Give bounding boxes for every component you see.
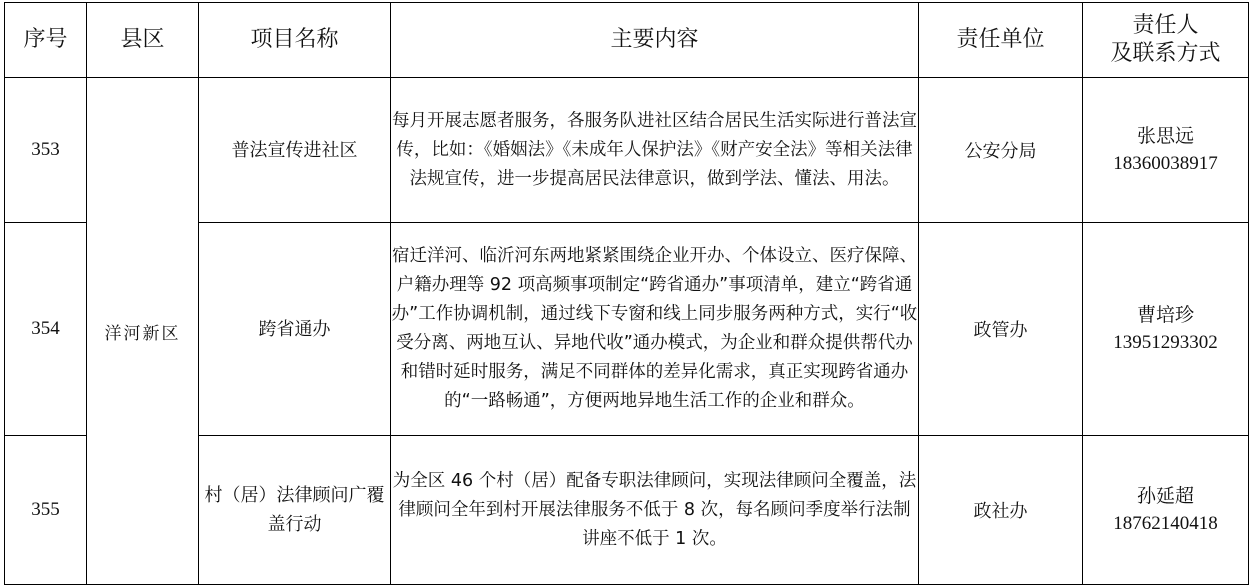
contact-person: 曹培珍 xyxy=(1136,304,1194,326)
row-project: 普法宣传进社区 xyxy=(199,78,391,223)
row-unit: 政社办 xyxy=(919,436,1083,585)
contact-phone: 18762140418 xyxy=(1113,513,1218,534)
contact-phone: 18360038917 xyxy=(1113,153,1218,174)
contact-person: 张思远 xyxy=(1136,125,1194,147)
row-project: 村（居）法律顾问广覆盖行动 xyxy=(199,436,391,585)
row-no: 355 xyxy=(5,436,87,585)
header-county: 县区 xyxy=(87,3,199,78)
row-no: 354 xyxy=(5,223,87,436)
header-content: 主要内容 xyxy=(391,3,919,78)
row-contact xyxy=(1083,436,1249,585)
header-contact-line2: 及联系方式 xyxy=(1110,41,1221,66)
row-project: 跨省通办 xyxy=(199,223,391,436)
contact-person: 孙延超 xyxy=(1136,485,1194,507)
header-no: 序号 xyxy=(5,3,87,78)
row-no: 353 xyxy=(5,78,87,223)
row-unit: 政管办 xyxy=(919,223,1083,436)
row-content: 每月开展志愿者服务，各服务队进社区结合居民生活实际进行普法宣传，比如：《婚姻法》《未成年人保护法》《财产安全法》等相关法律法规宣传，进一步提高居民法律意识，做到学法、懂法、用法。 xyxy=(391,78,919,223)
header-project: 项目名称 xyxy=(199,3,391,78)
table-header-row xyxy=(5,3,1249,78)
header-contact xyxy=(1083,3,1249,78)
county-cell: 洋河新区 xyxy=(87,78,199,585)
row-unit: 公安分局 xyxy=(919,78,1083,223)
contact-phone: 13951293302 xyxy=(1113,332,1218,353)
header-unit: 责任单位 xyxy=(919,3,1083,78)
row-content: 为全区 46 个村（居）配备专职法律顾问，实现法律顾问全覆盖，法律顾问全年到村开展法律服务不低于 8 次，每名顾问季度举行法制讲座不低于 1 次。 xyxy=(391,436,919,585)
row-content: 宿迁洋河、临沂河东两地紧紧围绕企业开办、个体设立、医疗保障、户籍办理等 92 项高频事项制定“跨省通办”事项清单，建立“跨省通办”工作协调机制，通过线下专窗和线上同步服务两种方式，实行“收受分离、两地互认、异地代收”通办模式，为企业和群众提供帮代办和错时延时服务，满足不同群体的差异化需求，真正实现跨省通办的“一路畅通”，方便两地异地生活工作的企业和群众。 xyxy=(391,223,919,436)
header-contact-line1: 责任人 xyxy=(1132,13,1199,38)
row-contact xyxy=(1083,223,1249,436)
table-row xyxy=(5,78,1249,223)
row-contact xyxy=(1083,78,1249,223)
service-project-table xyxy=(4,2,1249,585)
